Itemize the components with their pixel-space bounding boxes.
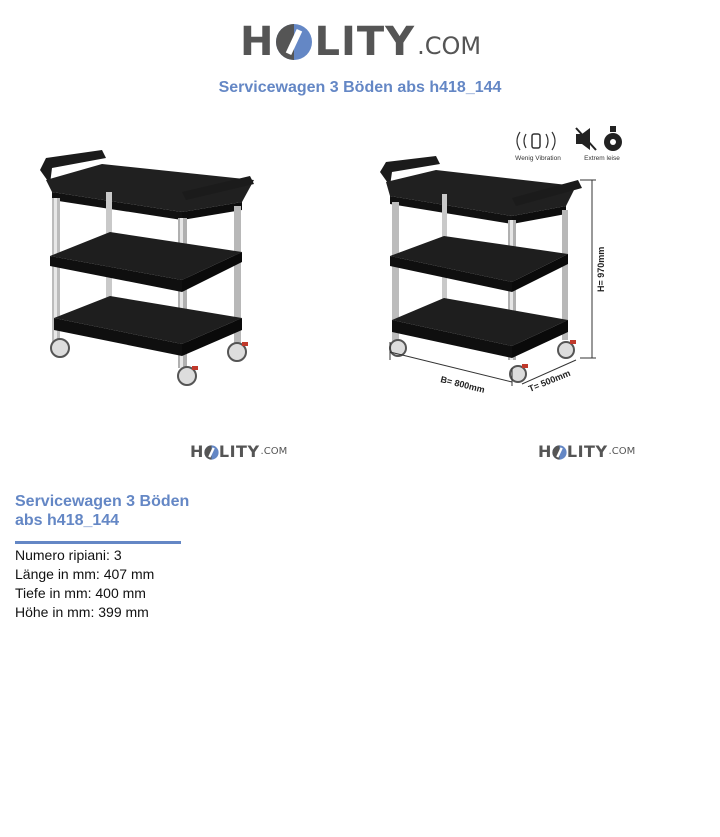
mute-speaker-icon xyxy=(576,128,596,150)
spec-depth: Tiefe in mm: 400 mm xyxy=(15,585,146,601)
logo-letter-h: H xyxy=(240,19,275,65)
logo-suffix: .COM xyxy=(417,32,482,60)
vibration-label: Wenig Vibration xyxy=(515,155,561,162)
brand-logo[interactable] xyxy=(240,14,481,66)
spec-shelves: Numero ripiani: 3 xyxy=(15,547,122,563)
logo-suffix: .COM xyxy=(260,446,288,457)
logo-o-icon xyxy=(552,445,567,460)
cart-dimension-image[interactable] xyxy=(380,120,640,400)
logo-letter-h: H xyxy=(538,442,552,461)
height-dimension-label: H= 970mm xyxy=(596,246,606,292)
brand-logo-text xyxy=(240,18,415,66)
vibration-icon xyxy=(517,132,555,150)
logo-o-icon xyxy=(275,23,313,61)
width-dimension-label: B= 800mm xyxy=(439,374,486,395)
silent-label: Extrem leise xyxy=(584,155,620,162)
logo-o-icon xyxy=(204,445,219,460)
caster-wheel-icon xyxy=(604,126,622,151)
spec-list xyxy=(15,546,154,622)
brand-logo-small-left xyxy=(190,442,287,462)
brand-logo-small-right xyxy=(538,442,635,462)
depth-dimension-label: T= 500mm xyxy=(527,367,572,394)
logo-letters-lity: LITY xyxy=(566,442,608,461)
cart-image[interactable] xyxy=(32,140,262,390)
page-title: Servicewagen 3 Böden abs h418_144 xyxy=(218,79,502,96)
title-divider xyxy=(15,541,181,544)
spec-height: Höhe in mm: 399 mm xyxy=(15,604,149,620)
brand-logo-small-text xyxy=(190,443,260,461)
logo-letter-h: H xyxy=(190,442,204,461)
brand-logo-small-text xyxy=(538,443,608,461)
product-title: Servicewagen 3 Böden abs h418_144 xyxy=(15,493,190,529)
spec-length: Länge in mm: 407 mm xyxy=(15,566,155,582)
logo-suffix: .COM xyxy=(608,446,636,457)
logo-letters-lity: LITY xyxy=(218,442,260,461)
logo-letters-lity: LITY xyxy=(314,19,416,65)
